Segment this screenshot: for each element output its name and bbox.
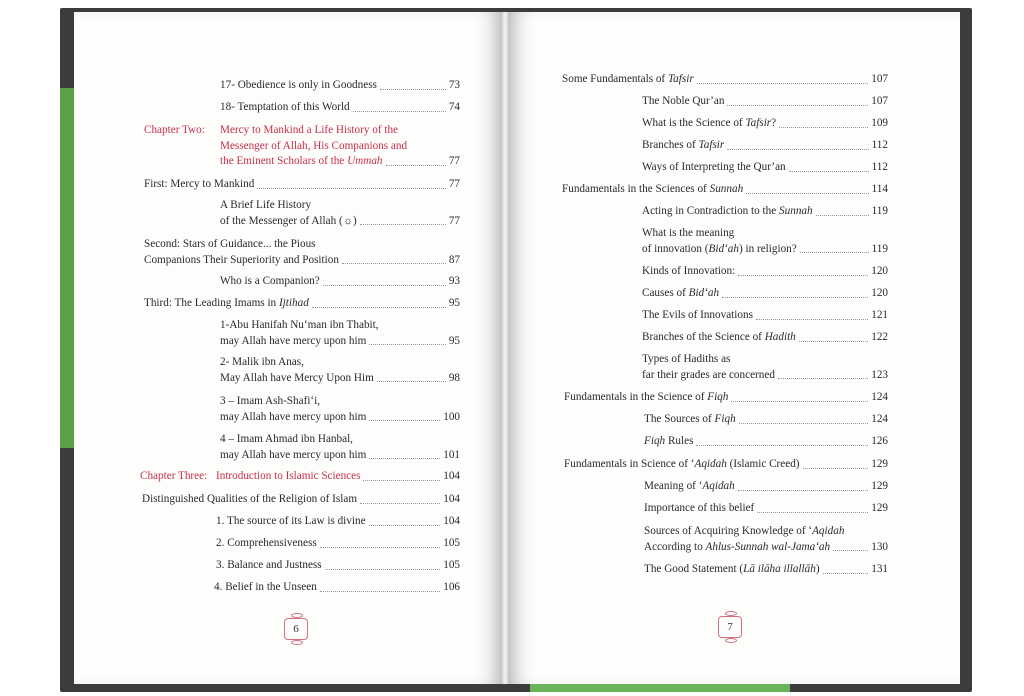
right-page [508, 12, 960, 684]
toc-entry: Fundamentals in Science of ‘Aqidah (Islamic Creed) 129 [564, 458, 888, 470]
toc-entry: Acting in Contradiction to the Sunnah 119 [642, 205, 888, 217]
cover-edge-left [60, 88, 74, 448]
toc-entry: Third: The Leading Imams in Ijtihad 95 [144, 297, 460, 309]
chapter-three-label: Chapter Three: [140, 470, 208, 482]
toc-entry: The Good Statement (Lā ilāha illallāh) 131 [644, 563, 888, 575]
toc-entry: The Sources of Fiqh 124 [644, 413, 888, 425]
toc-entry: Fiqh Rules 126 [644, 435, 888, 447]
toc-entry: Causes of Bid‘ah 120 [642, 287, 888, 299]
toc-chapter-two: Mercy to Mankind a Life History of the Messenger of Allah, His Companions and the Eminent Scholars of the Ummah 77 [220, 124, 460, 168]
toc-entry: Sources of Acquiring Knowledge of ‘Aqidah According to Ahlus-Sunnah wal-Jama‘ah 130 [644, 525, 888, 553]
toc-entry: Types of Hadiths as far their grades are concerned 123 [642, 353, 888, 381]
toc-chapter-three: Introduction to Islamic Sciences 104 [216, 470, 460, 482]
page-number: 7 [718, 616, 742, 638]
toc-entry: Meaning of ‘Aqidah 129 [644, 480, 888, 492]
toc-entry: The Evils of Innovations 121 [642, 309, 888, 321]
toc-entry: 2- Malik ibn Anas, May Allah have Mercy Upon Him 98 [220, 356, 460, 384]
toc-entry: 3. Balance and Justness 105 [216, 559, 460, 571]
toc-entry: The Noble Qur’an 107 [642, 95, 888, 107]
toc-entry: 1-Abu Hanifah Nu‘man ibn Thabit, may Allah have mercy upon him 95 [220, 319, 460, 347]
toc-entry: Fundamentals in the Sciences of Sunnah 114 [562, 183, 888, 195]
toc-entry: 1. The source of its Law is divine 104 [216, 515, 460, 527]
toc-entry: Kinds of Innovation: 120 [642, 265, 888, 277]
toc-entry: First: Mercy to Mankind 77 [144, 178, 460, 190]
chapter-two-label: Chapter Two: [144, 124, 205, 136]
toc-entry: 18- Temptation of this World 74 [220, 101, 460, 113]
toc-entry: What is the Science of Tafsir? 109 [642, 117, 888, 129]
toc-entry: Fundamentals in the Science of Fiqh 124 [564, 391, 888, 403]
page-number: 6 [284, 618, 308, 640]
left-page [74, 12, 502, 684]
toc-entry: 4 – Imam Ahmad ibn Hanbal, may Allah have mercy upon him 101 [220, 433, 460, 461]
toc-entry: Importance of this belief 129 [644, 502, 888, 514]
toc-entry: Who is a Companion? 93 [220, 275, 460, 287]
toc-entry: 3 – Imam Ash-Shafi‘i, may Allah have mercy upon him 100 [220, 395, 460, 423]
toc-entry: Second: Stars of Guidance... the Pious Companions Their Superiority and Position 87 [144, 238, 460, 266]
toc-entry: Branches of the Science of Hadith 122 [642, 331, 888, 343]
toc-entry: Branches of Tafsir 112 [642, 139, 888, 151]
toc-entry: Distinguished Qualities of the Religion of Islam 104 [142, 493, 460, 505]
toc-entry: A Brief Life History of the Messenger of Allah (☼) 77 [220, 199, 460, 227]
toc-entry: Some Fundamentals of Tafsir 107 [562, 73, 888, 85]
toc-entry: 4. Belief in the Unseen 106 [214, 581, 460, 593]
toc-entry: What is the meaning of innovation (Bid‘ah) in religion? 119 [642, 227, 888, 255]
toc-entry: 2. Comprehensiveness 105 [216, 537, 460, 549]
toc-entry: Ways of Interpreting the Qur’an 112 [642, 161, 888, 173]
toc-entry: 17- Obedience is only in Goodness 73 [220, 79, 460, 91]
